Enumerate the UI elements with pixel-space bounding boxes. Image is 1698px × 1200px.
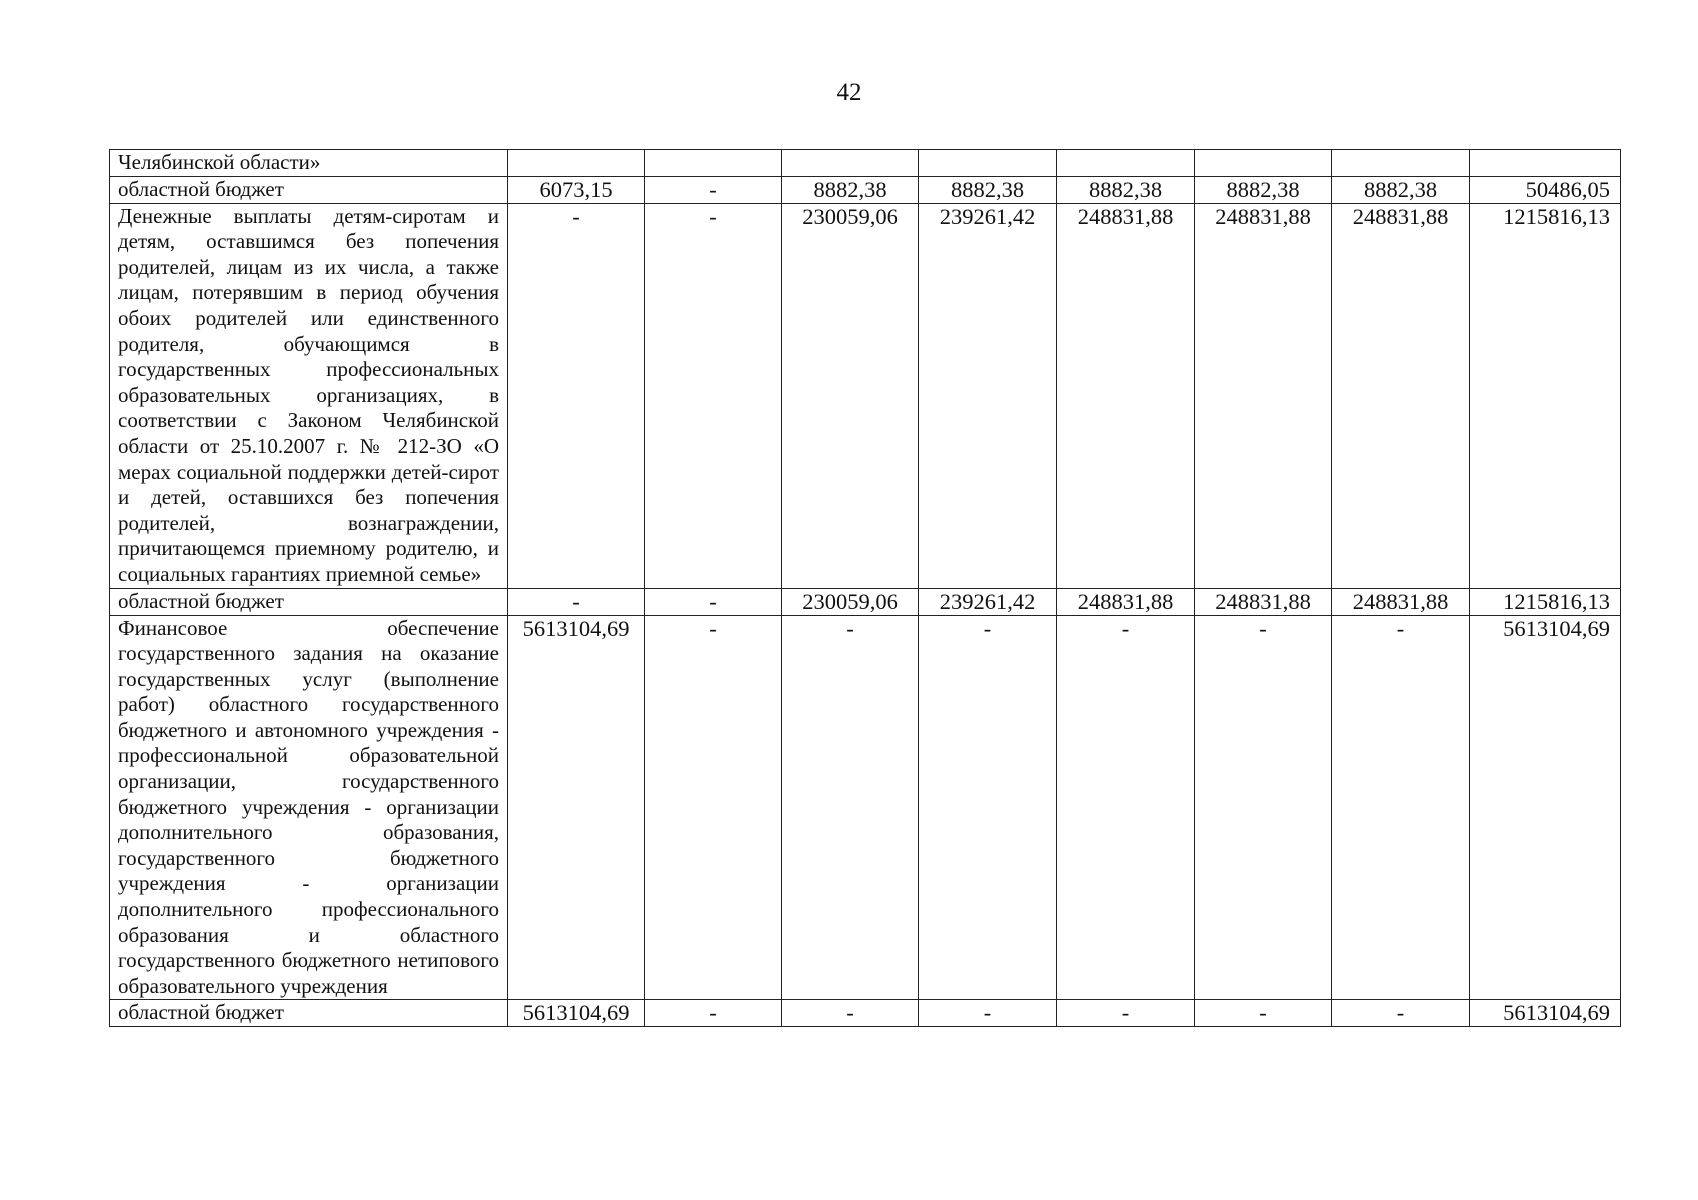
table-row — [110, 615, 1621, 1000]
value-cell: 230059,06 — [782, 588, 919, 615]
value-cell: 239261,42 — [919, 203, 1057, 588]
value-cell: - — [645, 588, 782, 615]
value-cell — [1332, 150, 1470, 177]
value-cell: 248831,88 — [1195, 588, 1332, 615]
value-cell: 8882,38 — [782, 176, 919, 203]
table-row — [110, 1000, 1621, 1027]
table-row — [110, 203, 1621, 588]
value-cell: 5613104,69 — [508, 1000, 645, 1027]
row-label: Челябинской области» — [110, 150, 508, 177]
row-label: областной бюджет — [110, 1000, 508, 1027]
row-label: областной бюджет — [110, 588, 508, 615]
value-cell: - — [1195, 1000, 1332, 1027]
row-label: Финансовое обеспечение государственного задания на оказание государственных услуг (выполнение работ) областного государственного бюджетного и автономного учреждения - профессиональной образовательной организации, государственного бюджетного учреждения - организации дополнительного образования, государственного бюджетного учреждения - организации дополнительного профессионального образования и областного государственного бюджетного нетипового образовательного учреждения — [110, 615, 508, 1000]
total-cell: 5613104,69 — [1470, 1000, 1621, 1027]
value-cell: - — [645, 1000, 782, 1027]
value-cell: - — [645, 176, 782, 203]
total-cell: 5613104,69 — [1470, 615, 1621, 1000]
value-cell: - — [1195, 615, 1332, 1000]
value-cell: 8882,38 — [919, 176, 1057, 203]
value-cell: - — [1332, 1000, 1470, 1027]
value-cell: - — [1332, 615, 1470, 1000]
value-cell — [1195, 150, 1332, 177]
table-row — [110, 176, 1621, 203]
value-cell: 248831,88 — [1057, 588, 1195, 615]
budget-table — [109, 149, 1621, 1027]
value-cell: 248831,88 — [1332, 203, 1470, 588]
value-cell: - — [645, 203, 782, 588]
value-cell — [1057, 150, 1195, 177]
total-cell: 1215816,13 — [1470, 203, 1621, 588]
value-cell: 248831,88 — [1332, 588, 1470, 615]
value-cell — [919, 150, 1057, 177]
value-cell: - — [919, 615, 1057, 1000]
total-cell: 50486,05 — [1470, 176, 1621, 203]
value-cell: - — [782, 615, 919, 1000]
value-cell: - — [919, 1000, 1057, 1027]
value-cell — [782, 150, 919, 177]
value-cell: - — [1057, 1000, 1195, 1027]
total-cell: 1215816,13 — [1470, 588, 1621, 615]
value-cell: - — [1057, 615, 1195, 1000]
value-cell: 5613104,69 — [508, 615, 645, 1000]
value-cell — [508, 150, 645, 177]
row-label: областной бюджет — [110, 176, 508, 203]
value-cell: 8882,38 — [1057, 176, 1195, 203]
page-number: 42 — [836, 79, 862, 106]
table-row — [110, 588, 1621, 615]
row-label: Денежные выплаты детям-сиротам и детям, оставшимся без попечения родителей, лицам из их числа, а также лицам, потерявшим в период обучения обоих родителей или единственного родителя, обучающимся в государственных профессиональных образовательных организациях, в соответствии с Законом Челябинской области от 25.10.2007 г. № 212-ЗО «О мерах социальной поддержки детей-сирот и детей, оставшихся без попечения родителей, вознаграждении, причитающемся приемному родителю, и социальных гарантиях приемной семье» — [110, 203, 508, 588]
value-cell — [645, 150, 782, 177]
value-cell: - — [508, 588, 645, 615]
value-cell: 8882,38 — [1332, 176, 1470, 203]
total-cell — [1470, 150, 1621, 177]
value-cell: 8882,38 — [1195, 176, 1332, 203]
table-row — [110, 150, 1621, 177]
value-cell: - — [645, 615, 782, 1000]
value-cell: - — [782, 1000, 919, 1027]
value-cell: - — [508, 203, 645, 588]
value-cell: 6073,15 — [508, 176, 645, 203]
value-cell: 239261,42 — [919, 588, 1057, 615]
value-cell: 230059,06 — [782, 203, 919, 588]
value-cell: 248831,88 — [1057, 203, 1195, 588]
value-cell: 248831,88 — [1195, 203, 1332, 588]
